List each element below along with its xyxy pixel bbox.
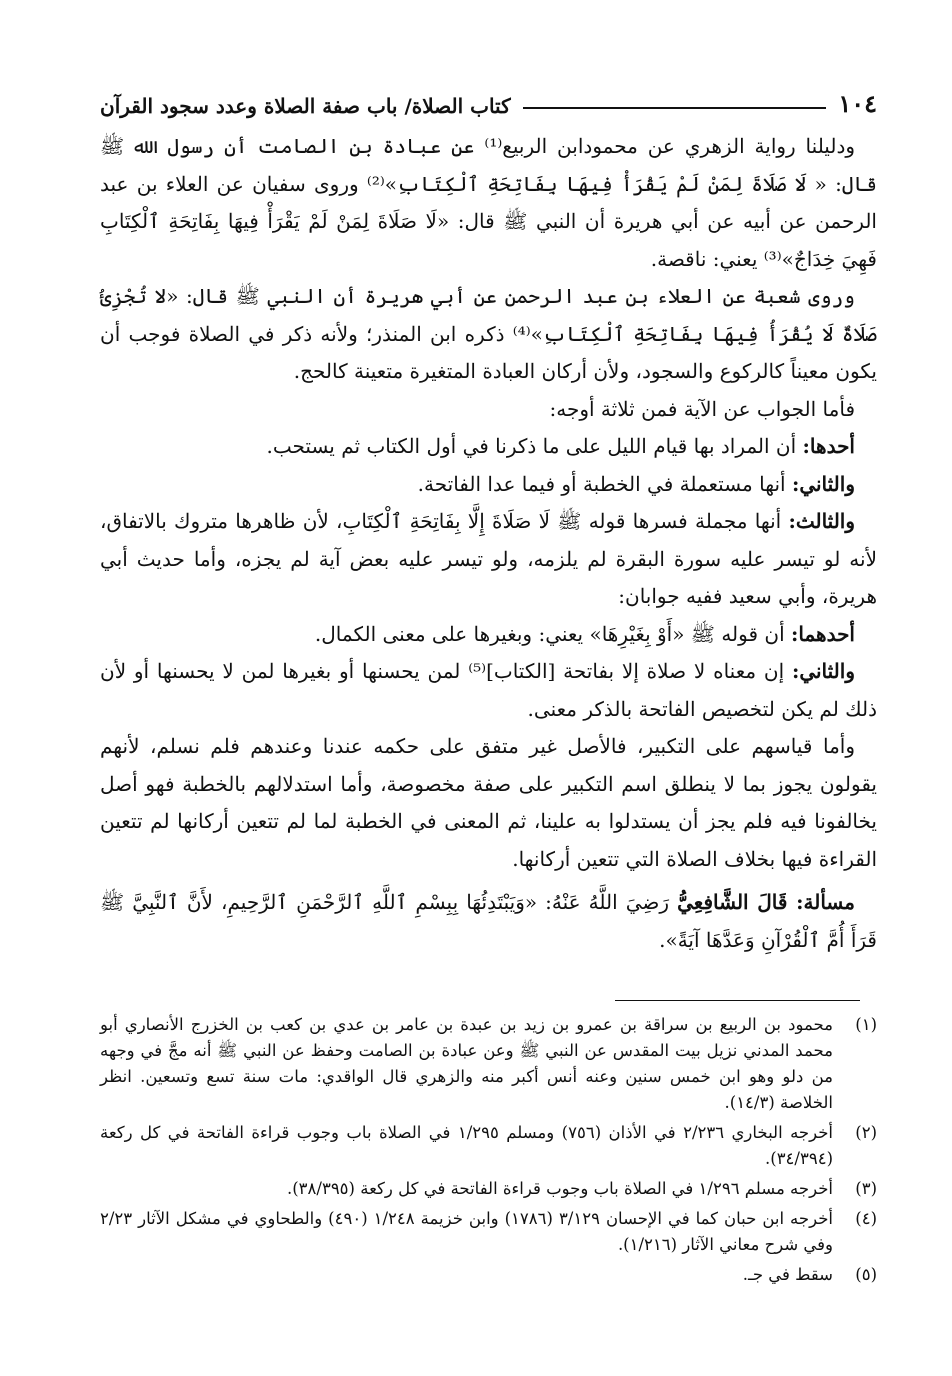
- main-text: [100, 128, 877, 959]
- paragraph-masala: [100, 884, 877, 959]
- header-rule: [523, 107, 827, 109]
- paragraph-takbir-analogy: وأما قياسهم على التكبير، فالأصل غير متفق على حكمه عندنا وعندهم فلم نسلم، لأنهم يقولون يجوز بما لا ينطلق اسم التكبير على صفة مخصوصة، وأما استدلالهم بالخطبة فهو أصل يخالفونا فيه فلم يجز أن يستدلوا به علينا، ثم المعنى في الخطبة لما لم تتعين أركانها لم تتعين القراءة فيها بخلاف الصلاة التي تتعين أركانها.: [100, 734, 877, 871]
- paragraph-third-reason: [100, 503, 877, 616]
- footnote: [100, 1012, 877, 1116]
- answer-two-lead: والثاني:: [791, 659, 855, 683]
- answer-one-lead: أحدهما:: [790, 621, 855, 646]
- footnote-number: (٤): [855, 1209, 877, 1228]
- footnote: [100, 1206, 877, 1258]
- footnote: [100, 1262, 877, 1288]
- running-title: كتاب الصلاة/ باب صفة الصلاة وعدد سجود القرآن: [100, 94, 511, 118]
- masala-text: رَضِيَ اللَّهُ عَنْهُ: «وَيَبْتَدِئُهَا بِبِسْمِ ٱللَّهِ ٱلرَّحْمَنِ ٱلرَّحِيمِ، لأَنَّ ٱلنَّبِيَّ ﷺ قَرَأَ أُمَّ ٱلْقُرْآنِ وَعَدَّهَا آيَةً».: [100, 890, 877, 952]
- footnote: [100, 1176, 877, 1202]
- third-reason-text: أنها مجملة فسرها قوله ﷺ لَا صَلَاةَ إِلَّا بِفَاتِحَةِ ٱلْكِتَابِ، لأن ظاهرها متروك بالاتفاق، لأنه لو تيسر عليه سورة البقرة لم يلزمه، ولو تيسر عليه بعض آية لم يجزه، وأما حديث أبي هريرة، وأبي سعيد ففيه جوابان:: [100, 509, 877, 608]
- footnotes: [100, 1012, 877, 1292]
- paragraph-shuba-narration: وروى شعبة عن العلاء بن عبد الرحمن عن أبي هريرة أن النبي ﷺ قال: «لا تُجْزِئُ صَلَاةٌ لَا يُقْرَأُ فِيهَا بِفَاتِحَةِ ٱلْكِتَابِ»⁽⁴⁾ ذكره ابن المنذر؛ ولأنه ذكر في الصلاة فوجب أن يكون معيناً كالركوع والسجود، ولأن أركان العبادة المتغيرة متعينة كالحج.: [100, 284, 877, 383]
- footnote: [100, 1120, 877, 1172]
- first-reason-text: أن المراد بها قيام الليل على ما ذكرنا في أول الكتاب ثم يستحب.: [266, 434, 797, 458]
- footnote-text: أخرجه البخاري ٢/٢٣٦ في الأذان (٧٥٦) ومسلم ١/٢٩٥ في الصلاة باب وجوب قراءة الفاتحة في كل ركعة (٣٤/٣٩٤).: [100, 1123, 834, 1168]
- page-header: [100, 78, 877, 118]
- third-reason-lead: والثالث:: [788, 509, 856, 533]
- paragraph-second-reason: [100, 466, 877, 504]
- footnote-separator: [615, 1000, 860, 1001]
- first-reason-lead: أحدها:: [802, 434, 855, 458]
- masala-lead: مسألة: قَالَ الشَّافِعِيُّ: [677, 890, 855, 914]
- second-reason-text: أنها مستعملة في الخطبة أو فيما عدا الفاتحة.: [417, 471, 786, 496]
- paragraph-evidence: ودليلنا رواية الزهري عن محمودابن الربيع⁽¹⁾ عن عبادة بن الصامت أن رسول الله ﷺ قال: « لَا صَلَاةَ لِمَنْ لَمْ يَقْرَأْ فِيهَا بِفَاتِحَةِ ٱلْكِتَابِ»⁽²⁾ وروى سفيان عن العلاء بن عبد الرحمن عن أبيه عن أبي هريرة أن النبي ﷺ قال: «لَا صَلَاةَ لِمَنْ لَمْ يَقْرَأْ فِيهَا بِفَاتِحَةِ ٱلْكِتَابِ فَهِيَ خِدَاجٌ»⁽³⁾ يعني: ناقصة.: [100, 134, 877, 271]
- paragraph-answer-one: [100, 616, 877, 654]
- footnote-text: أخرجه مسلم ١/٢٩٦ في الصلاة باب وجوب قراءة الفاتحة في كل ركعة (٣٨/٣٩٥).: [286, 1179, 833, 1198]
- answer-one-text: أن قوله ﷺ «أَوْ بِغَيْرِهَا» يعني: وبغيرها على معنى الكمال.: [314, 621, 785, 646]
- footnote-text: محمود بن الربيع بن سراقة بن عمرو بن زيد بن عبدة بن عامر بن عدي بن كعب بن الخزرج الأنصاري أبو محمد المدني نزيل بيت المقدس عن النبي ﷺ وعن عبادة بن الصامت وحفظ عن النبي ﷺ أنه مجَّ في وجهه من دلو وهو ابن خمس سنين وعنه أنس أكبر منه والزهري قال الواقدي: مات سنة تسع وتسعين. انظر الخلاصة (١٤/٣).: [100, 1015, 833, 1112]
- paragraph-first-reason: [100, 428, 877, 466]
- page-number: ١٠٤: [838, 89, 877, 118]
- footnote-number: (٣): [855, 1179, 877, 1198]
- paragraph-answer-intro: فأما الجواب عن الآية فمن ثلاثة أوجه:: [549, 396, 855, 421]
- answer-two-text: إن معناه لا صلاة إلا بفاتحة [الكتاب]⁽⁵⁾ لمن يحسنها أو بغيرها لمن لا يحسنها أو لأن ذلك لم يكن لتخصيص الفاتحة بالذكر معنى.: [100, 659, 877, 721]
- paragraph-answer-two: [100, 653, 877, 728]
- footnote-text: أخرجه ابن حبان كما في الإحسان ٣/١٢٩ (١٧٨٦) وابن خزيمة ١/٢٤٨ (٤٩٠) والطحاوي في مشكل الآثار ٢/٢٣ وفي شرح معاني الآثار (١/٢١٦).: [100, 1209, 833, 1254]
- footnote-number: (٢): [855, 1123, 877, 1142]
- footnote-number: (٥): [855, 1265, 877, 1284]
- footnote-number: (١): [855, 1015, 877, 1034]
- footnote-text: سقط في جـ.: [742, 1265, 833, 1284]
- second-reason-lead: والثاني:: [791, 471, 855, 496]
